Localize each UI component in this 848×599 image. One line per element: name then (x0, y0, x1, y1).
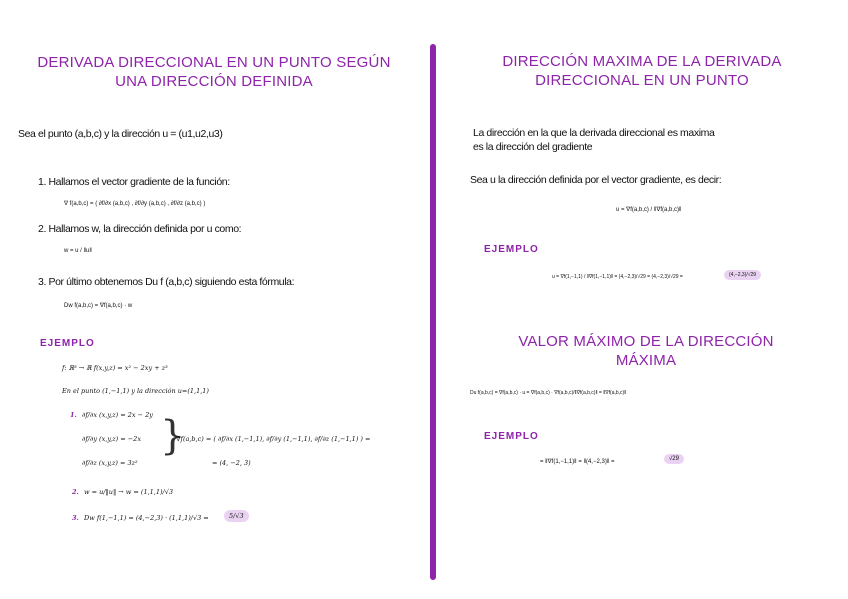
example-partial-y: ∂f/∂y (x,y,z) = −2x (82, 435, 141, 443)
max-value-title-line1: VALOR MÁXIMO DE LA DIRECCIÓN (518, 333, 774, 350)
right-example-formula: u = ∇f(1,−1,1) / ‖∇f(1,−1,1)‖ = (4,−2,3)/√29 = (4,−2,3)/√29 = (552, 274, 683, 280)
step1-text: 1. Hallamos el vector gradiente de la función: (38, 176, 230, 188)
right-title-line2: DIRECCIONAL EN UN PUNTO (535, 72, 749, 89)
right-title (450, 52, 834, 90)
example-partial-x: ∂f/∂x (x,y,z) = 2x − 2y (82, 411, 153, 419)
left-title-line2: UNA DIRECCIÓN DEFINIDA (115, 73, 313, 90)
left-title-line1: DERIVADA DIRECCIONAL EN UN PUNTO SEGÚN (37, 54, 391, 71)
example-gradient-result: = (4, −2, 3) (212, 459, 251, 467)
max-direction-text-line2: es la dirección del gradiente (473, 141, 593, 153)
right-example2-result-highlight: √29 (664, 454, 684, 464)
example-step3-number: 3. (72, 514, 79, 522)
example-function: f: ℝ³ → ℝ f(x,y,z) = x² − 2xy + z³ (62, 364, 168, 372)
example-gradient: ∇f(a,b,c) = ( ∂f/∂x (1,−1,1), ∂f/∂y (1,−1,1), ∂f/∂z (1,−1,1) ) = (176, 435, 371, 443)
max-value-formula: Du f(a,b,c) = ∇f(a,b,c) · u = ∇f(a,b,c) · ∇f(a,b,c)/‖∇f(a,b,c)‖ = ‖∇f(a,b,c)‖ (470, 390, 627, 396)
right-example-result-highlight: (4,−2,3)/√29 (724, 270, 761, 280)
left-example-label: EJEMPLO (40, 338, 95, 349)
example-directional-derivative: Dw f(1,−1,1) = (4,−2,3) · (1,1,1)/√3 = (84, 514, 209, 522)
step2-text: 2. Hallamos w, la dirección definida por u como: (38, 223, 242, 235)
right-example2-formula: = ‖∇f(1,−1,1)‖ = ‖(4,−2,3)‖ = (540, 459, 615, 465)
brace-symbol: } (160, 413, 186, 459)
example-w: w = u/‖u‖ → w = (1,1,1)/√3 (84, 488, 174, 496)
right-example2-label: EJEMPLO (484, 431, 539, 442)
step2-formula: w = u / ‖u‖ (64, 248, 92, 254)
gradient-direction-text: Sea u la dirección definida por el vector gradiente, es decir: (470, 174, 722, 186)
right-title-line1: DIRECCIÓN MAXIMA DE LA DERIVADA (502, 53, 782, 70)
right-example-label: EJEMPLO (484, 244, 539, 255)
max-value-title-line2: MÁXIMA (615, 352, 677, 369)
example-step1-number: 1. (70, 411, 77, 419)
intro-text: Sea el punto (a,b,c) y la dirección u = (u1,u2,u3) (18, 128, 223, 140)
example-point: En el punto (1,−1,1) y la dirección u=(1,1,1) (62, 387, 209, 395)
column-divider (430, 44, 436, 580)
step3-formula: Dw f(a,b,c) = ∇f(a,b,c) · w (64, 303, 133, 309)
unit-gradient-formula: u = ∇f(a,b,c) / ‖∇f(a,b,c)‖ (616, 207, 682, 213)
max-value-title (496, 332, 796, 370)
example-partial-z: ∂f/∂z (x,y,z) = 3z² (82, 459, 138, 467)
step1-formula: ∇ f(a,b,c) = ( ∂f/∂x (a,b,c) , ∂f/∂y (a,b,c) , ∂f/∂z (a,b,c) ) (64, 201, 206, 207)
left-title (20, 53, 408, 91)
max-direction-text-line1: La dirección en la que la derivada direccional es maxima (473, 127, 715, 139)
example-result-highlight: 5/√3 (224, 510, 249, 522)
step3-text: 3. Por último obtenemos Du f (a,b,c) siguiendo esta fórmula: (38, 276, 295, 288)
example-step2-number: 2. (72, 488, 79, 496)
